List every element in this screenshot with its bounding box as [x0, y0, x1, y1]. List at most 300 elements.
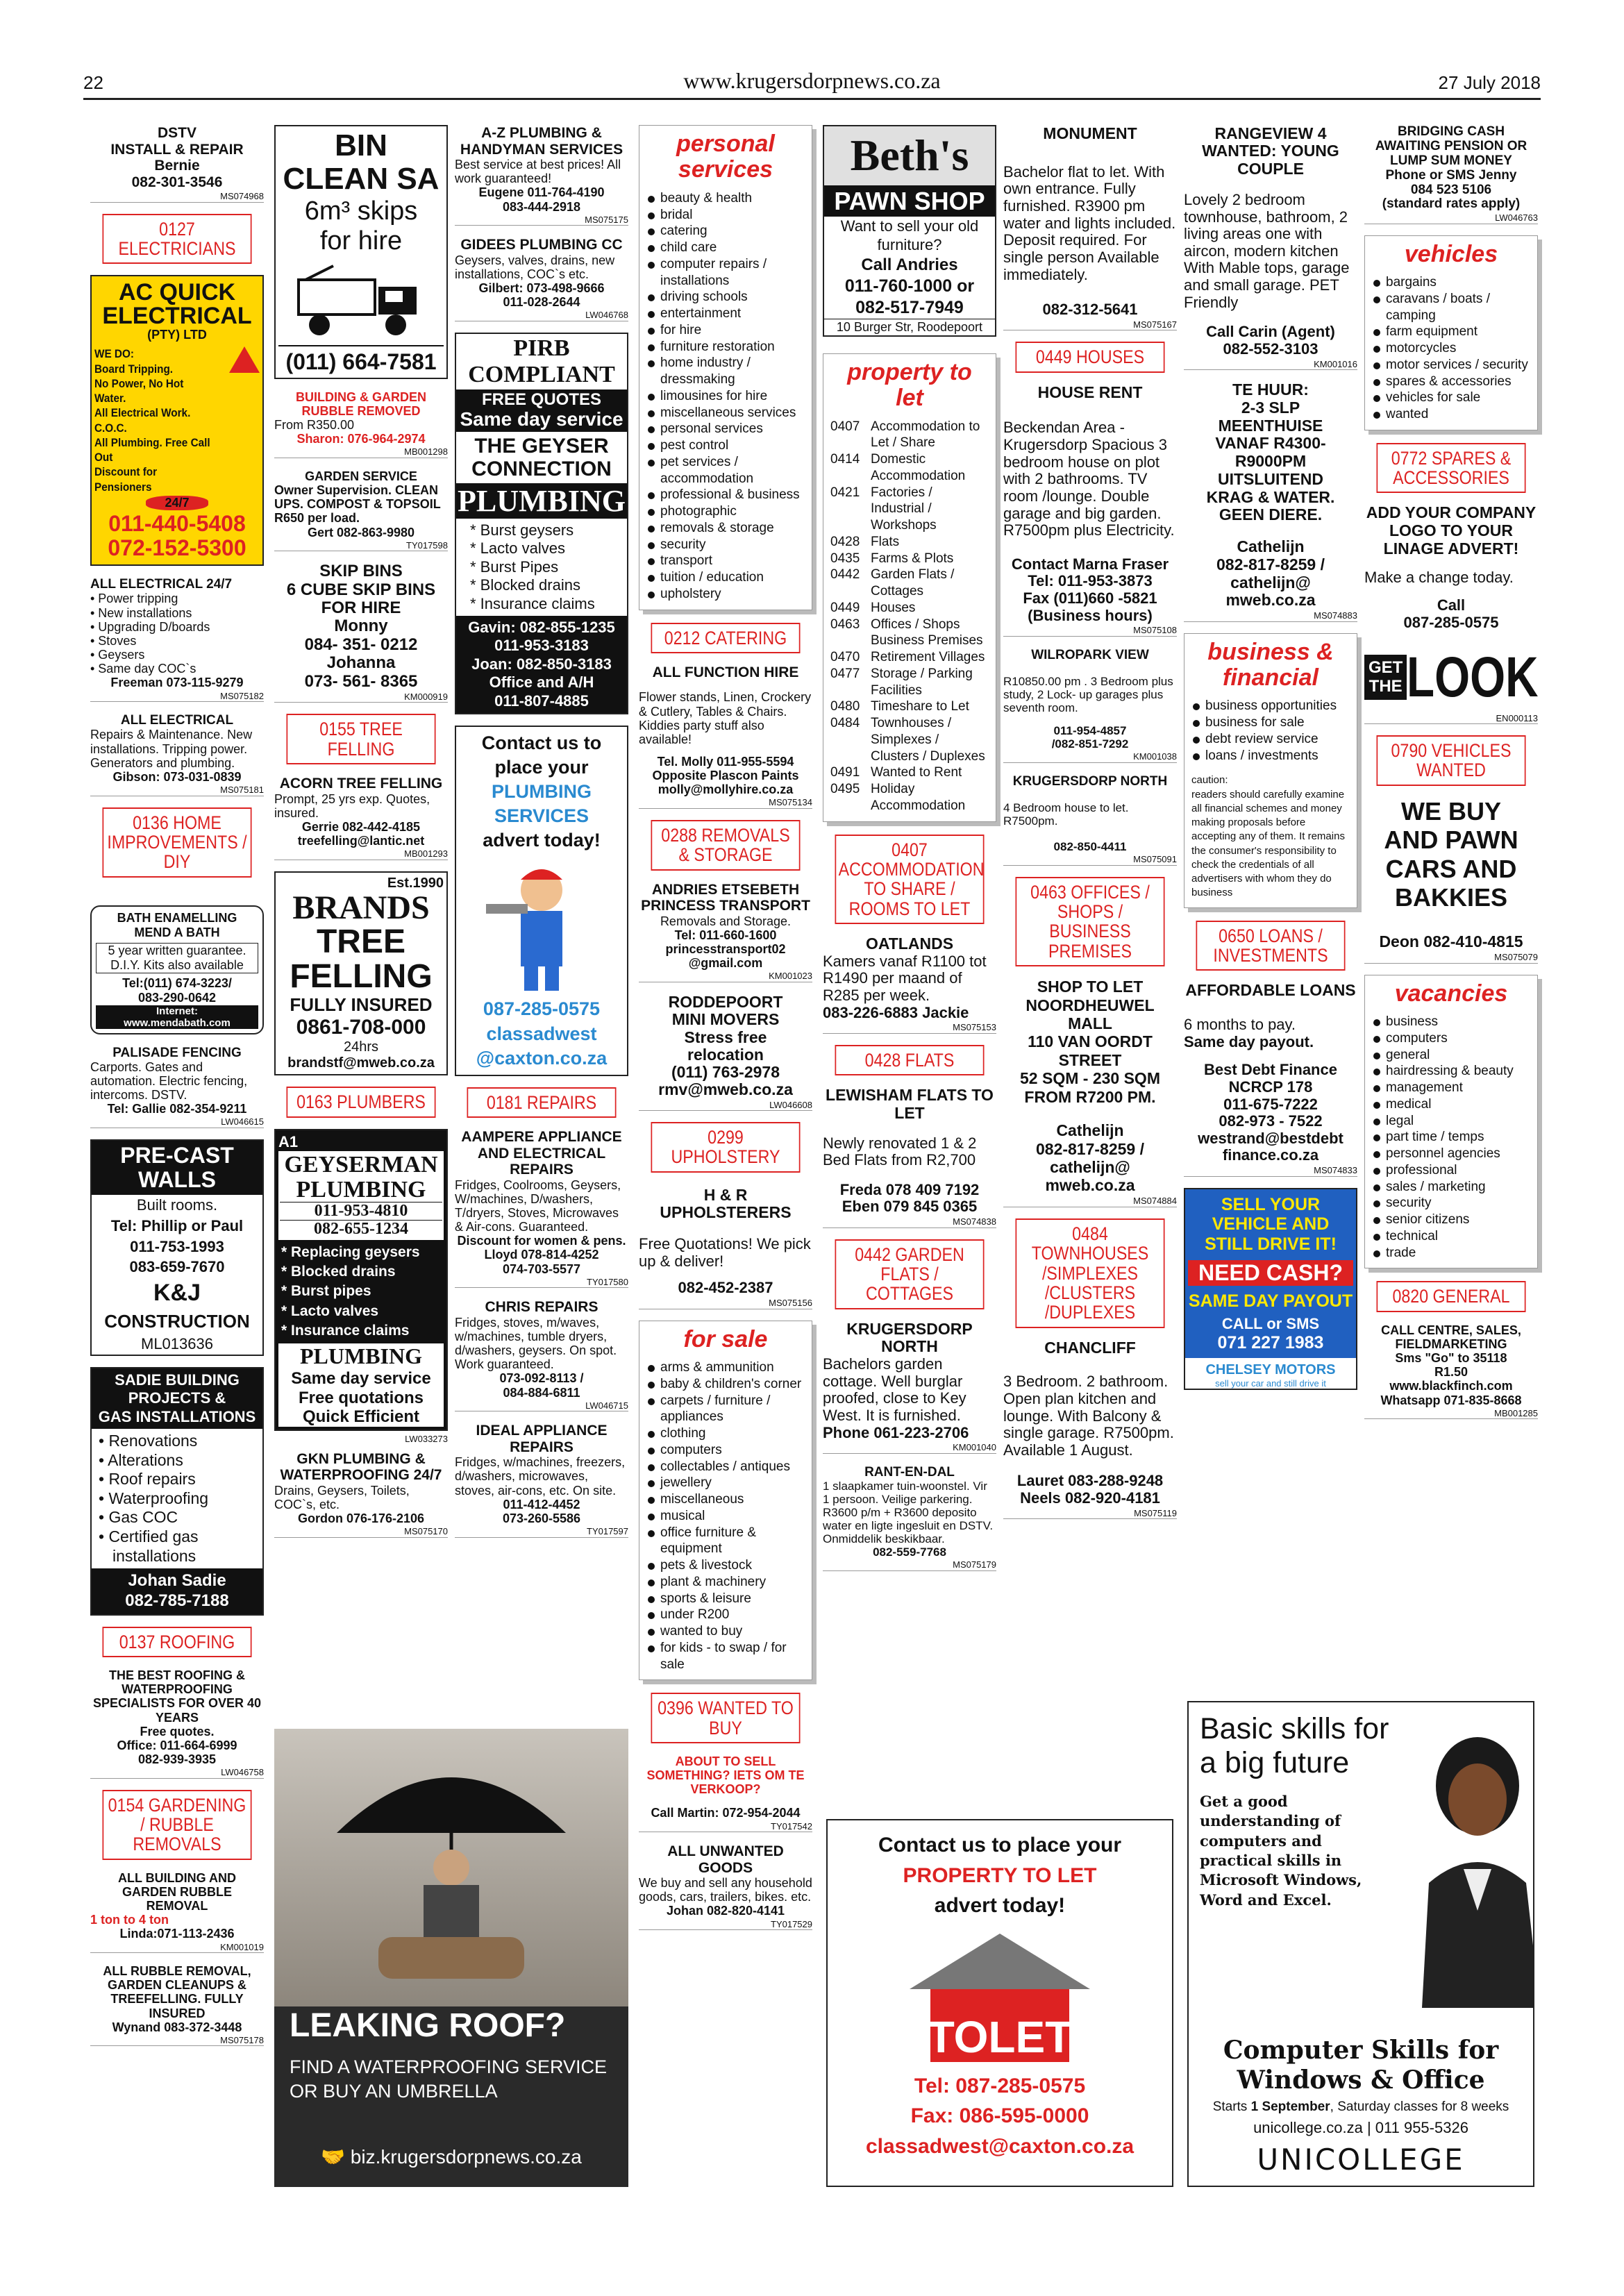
category-heading: 0154 GARDENING / RUBBLE REMOVALS [103, 1790, 252, 1860]
ad-title: CHANCLIFF [1044, 1338, 1136, 1357]
ad-line: • Power tripping [90, 592, 178, 606]
index-item [830, 451, 989, 485]
ad-code: KM001016 [1184, 360, 1357, 371]
ad-badge: 24/7 [146, 496, 208, 510]
index-item [830, 764, 989, 781]
ad-line: advert today! [483, 830, 601, 851]
ad-phone: Office: 011-664-6999 [117, 1738, 237, 1752]
ad-code: MS075134 [639, 798, 812, 809]
ad-line: • Renovations [99, 1431, 198, 1450]
ad-phone: (011) 763-2978 [671, 1063, 780, 1082]
ad-code: MS075108 [1003, 626, 1177, 637]
index-item: personnel agencies [1372, 1146, 1530, 1162]
ad-body: Bachelor flat to let. With own entrance. Fully furnished. R3900 pm water and lights included. Deposit required. For single person Available immediately. [1003, 162, 1176, 283]
ad-leaking-roof [274, 1729, 628, 2187]
ad-rant-en-dal [823, 1465, 996, 1571]
index-item: business opportunities [1191, 698, 1350, 714]
beths-logo: Beth's [824, 126, 995, 185]
ad-title: 6 CUBE SKIP BINS [286, 580, 436, 599]
ad-line: 2-3 SLP [1241, 398, 1300, 417]
ad-phone: 083-444-2918 [502, 199, 581, 214]
ad-pirb [455, 333, 628, 714]
ad-title: BATH ENAMELLING [117, 910, 237, 925]
ad-wilropark [1003, 648, 1177, 763]
ad-phone: 084 523 5106 [1410, 182, 1492, 197]
category-heading: 0137 ROOFING [103, 1627, 252, 1657]
ad-bin-clean [274, 125, 448, 379]
ad-phone: 082-939-3935 [137, 1752, 217, 1766]
index-item: miscellaneous [646, 1491, 805, 1508]
index-code: 0480 [830, 699, 860, 714]
get-the-look-logo: LOOK [1407, 645, 1539, 709]
index-item: vehicles for sale [1372, 389, 1530, 406]
ad-title: ABOUT TO SELL SOMETHING? IETS OM TE VERKOOP? [646, 1754, 805, 1797]
ad-title: Windows & Office [1237, 2065, 1485, 2095]
ad-rubble-removal [90, 1964, 264, 2046]
ad-lewisham [823, 1087, 996, 1228]
ad-title: GAS INSTALLATIONS [98, 1407, 256, 1425]
index-item: baby & children's corner [646, 1376, 805, 1393]
index-item: pets & livestock [646, 1557, 805, 1574]
ad-phone: 084- 351- 0212 [304, 635, 418, 654]
index-personal-services [639, 125, 812, 610]
ad-title: PAWN SHOP [824, 185, 995, 217]
ad-line: 1 September [1250, 2100, 1330, 2115]
ad-phone: 083-290-0642 [137, 990, 217, 1005]
index-item: clothing [646, 1425, 805, 1442]
ad-email[interactable]: mweb.co.za [1225, 591, 1316, 610]
category-heading: 0136 HOME IMPROVEMENTS / DIY [103, 807, 252, 878]
ad-line: , Saturday classes for 8 weeks [1330, 2100, 1509, 2115]
index-item: pet services / accommodation [646, 454, 805, 487]
index-item: bargains [1372, 274, 1530, 291]
ad-line: • Gas COC [99, 1508, 178, 1527]
ad-line: Office and A/H [489, 673, 594, 692]
ad-phone: Tel: 011-660-1600 [674, 928, 777, 942]
ad-code: KM001040 [823, 1443, 996, 1454]
ad-shop-to-let [1003, 978, 1177, 1207]
index-code: 0495 [830, 782, 860, 797]
ad-title: KRUGERSDORP NORTH [1012, 773, 1168, 789]
index-item: pest control [646, 437, 805, 454]
ad-h-r-upholsterers [639, 1187, 812, 1309]
index-item: part time / temps [1372, 1129, 1530, 1146]
category-heading: 0449 HOUSES [1016, 342, 1165, 372]
ad-line: R9000PM [1234, 452, 1307, 471]
ad-title: ALL UNWANTED GOODS [667, 1843, 784, 1876]
index-label: Holiday Accommodation [871, 782, 966, 813]
ad-title: PLUMBING [458, 484, 626, 519]
index-heading: vacancies [1394, 980, 1508, 1007]
index-item: office furniture & equipment [646, 1525, 805, 1558]
ad-line: Want to sell your old [840, 217, 979, 235]
ad-code: MB001298 [274, 447, 448, 458]
ad-line: * Insurance claims [470, 594, 595, 612]
index-code: 0407 [830, 419, 860, 434]
ad-line: 1 ton to 4 ton [90, 1913, 169, 1927]
column-6 [1003, 125, 1177, 1530]
index-item: tuition / education [646, 569, 805, 586]
ad-line: D.I.Y. Kits also available [110, 957, 244, 972]
ad-code: MS075170 [274, 1527, 448, 1538]
ad-line: Discount for Pensioners [94, 465, 158, 494]
ad-phone: Phone 061-223-2706 [823, 1423, 969, 1441]
index-heading: property to let [847, 358, 972, 412]
ad-brand: CONSTRUCTION [104, 1311, 250, 1332]
category-heading: 0463 OFFICES / SHOPS / BUSINESS PREMISES [1016, 877, 1165, 966]
ad-bridging-cash [1364, 125, 1538, 224]
ad-line: Contact us to place your [878, 1834, 1122, 1857]
index-item: limousines for hire [646, 388, 805, 405]
ad-call-centre [1364, 1323, 1538, 1419]
banner-url[interactable]: biz.krugersdorpnews.co.za [350, 2146, 582, 2168]
ad-title: RANT-EN-DAL [864, 1464, 955, 1480]
ad-line: 6 months to pay. [1184, 1016, 1296, 1034]
ad-email[interactable]: rmv@mweb.co.za [658, 1080, 793, 1099]
ad-line: A1 [278, 1132, 299, 1150]
index-heading: for sale [683, 1325, 768, 1352]
ad-link[interactable]: www.mendabath.com [124, 1016, 231, 1029]
ad-rangeview [1184, 125, 1357, 370]
index-item: furniture restoration [646, 339, 805, 355]
ad-phone: 071 227 1983 [1217, 1332, 1324, 1352]
banner-line: FIND A WATERPROOFING SERVICE [290, 2056, 608, 2077]
index-item [830, 698, 989, 715]
category-heading: 0650 LOANS / INVESTMENTS [1196, 921, 1346, 971]
column-7 [1184, 125, 1357, 1401]
ad-phone: Fax (011)660 -5821 [1023, 589, 1157, 607]
ad-krugersdorp-north-cottage [823, 1321, 996, 1454]
ad-line: FROM R7200 PM. [1024, 1087, 1156, 1106]
ad-title: AWAITING PENSION OR [1375, 138, 1527, 153]
ad-line: Same day service [291, 1369, 431, 1389]
index-item: professional & business [646, 487, 805, 503]
ad-title: COUPLE [1237, 159, 1304, 178]
ad-code: TY017580 [455, 1277, 628, 1289]
ad-title: SELL YOUR [1221, 1194, 1321, 1214]
index-label: Domestic Accommodation [871, 452, 966, 483]
ad-link[interactable]: www.blackfinch.com [1389, 1379, 1513, 1393]
ad-phone: 011-953-4810 [280, 1202, 442, 1220]
ad-phone: 011-028-2644 [503, 295, 580, 310]
ad-line: R1.50 [1434, 1365, 1468, 1380]
ad-contact-plumbing [455, 726, 628, 1076]
index-code: 0442 [830, 567, 860, 583]
ad-code: LW046758 [90, 1768, 264, 1779]
index-list [646, 190, 805, 603]
ad-line: NCRCP 178 [1228, 1078, 1313, 1096]
ad-email[interactable]: classadwest@caxton.co.za [865, 2134, 1135, 2158]
category-heading: 0820 GENERAL [1377, 1281, 1526, 1312]
ad-line: Board Tripping. [94, 362, 174, 376]
ad-email[interactable]: mweb.co.za [1045, 1176, 1135, 1195]
ad-phone: Gordon 076-176-2106 [297, 1511, 425, 1526]
ad-code: MS075175 [455, 215, 628, 226]
ad-line: PLUMBING [492, 781, 592, 803]
index-code: 0463 [830, 617, 860, 632]
ad-phone: Johan 082-820-4141 [666, 1904, 785, 1918]
ad-title: MONUMENT [1043, 124, 1137, 142]
ad-phone: 082-312-5641 [1042, 301, 1138, 319]
ad-body: R10850.00 pm . 3 Bedroom plus study, 2 Lock- up garages plus seventh room. [1003, 675, 1173, 715]
ad-sadie [90, 1367, 264, 1616]
ad-code: KM001019 [90, 1943, 264, 1954]
ad-title: ALL ELECTRICAL [120, 713, 234, 728]
ad-line: * Replacing geysers [281, 1243, 420, 1260]
ad-title: MEND A BATH [134, 925, 220, 939]
index-item: sales / marketing [1372, 1179, 1530, 1196]
ad-title: LUMP SUM MONEY [1390, 153, 1512, 168]
ad-email[interactable]: @caxton.co.za [476, 1047, 608, 1069]
ad-a-z-plumbing [455, 125, 628, 226]
index-code: 0435 [830, 551, 860, 566]
category-heading: 0181 REPAIRS [467, 1087, 617, 1118]
ad-title: PRE-CAST [120, 1142, 234, 1168]
ad-line: Free quotations [298, 1388, 424, 1407]
index-item: caravans / boats / camping [1372, 291, 1530, 324]
ad-affordable-loans [1184, 982, 1357, 1176]
ad-phone: 082-850-4411 [1053, 840, 1127, 854]
ad-garden-rubble [274, 390, 448, 458]
ad-title: Computer Skills for [1223, 2036, 1499, 2065]
ad-aampere [455, 1129, 628, 1288]
ad-line: Call Andries [861, 255, 958, 274]
index-item: computer repairs / installations [646, 256, 805, 290]
index-item: under R200 [646, 1607, 805, 1623]
ad-code: MS074884 [1003, 1196, 1177, 1207]
ad-phone: Neels 082-920-4181 [1020, 1489, 1160, 1507]
ad-title: LEWISHAM FLATS TO LET [826, 1086, 994, 1122]
index-item: home industry / dressmaking [646, 355, 805, 388]
ad-line: * Blocked drains [470, 576, 580, 594]
ad-body: Fridges, w/machines, freezers, d/washers, microwaves, stoves, air-cons, etc. On site. [455, 1455, 626, 1498]
ad-line: 6m³ skips [304, 196, 418, 226]
ad-name: Bernie [154, 158, 200, 174]
ad-line: Discount for women & pens. [457, 1234, 626, 1248]
ad-phone: Tel: 087-285-0575 [914, 2074, 1086, 2097]
index-item: collectables / antiques [646, 1459, 805, 1475]
ad-phone: 082-301-3546 [131, 174, 223, 190]
index-item: sports & leisure [646, 1591, 805, 1607]
ad-line: MEENTHUISE [1218, 416, 1323, 435]
index-label: Houses [871, 600, 916, 615]
ad-phone: 073-092-8113 / [499, 1371, 584, 1386]
ad-line: KRAG & WATER. [1206, 487, 1335, 506]
index-vacancies [1364, 975, 1538, 1269]
index-item: wanted [1372, 406, 1530, 423]
index-item: catering [646, 223, 805, 240]
ad-title: WANTED: YOUNG [1202, 142, 1339, 160]
ad-phone: Freeman 073-115-9279 [110, 676, 244, 690]
to-let-sign: TO [927, 2012, 989, 2062]
ad-code: KM001038 [1003, 752, 1177, 763]
ad-title: INSTALL & REPAIR [110, 141, 244, 158]
ad-title: ALL BUILDING AND GARDEN RUBBLE REMOVAL [118, 1870, 236, 1913]
ad-title: SHOP TO LET [1037, 978, 1144, 996]
ad-code: MS075167 [1003, 320, 1177, 331]
ad-title: Basic skills for [1200, 1712, 1389, 1745]
ad-code: LW046715 [455, 1401, 628, 1412]
index-item [830, 600, 989, 617]
ad-title: WE BUY [1401, 796, 1501, 826]
ad-title: STILL DRIVE IT! [1205, 1234, 1337, 1255]
ad-phone: Call Martin: 072-954-2044 [651, 1806, 801, 1820]
index-item: computers [1372, 1030, 1530, 1047]
ad-gkn [274, 1451, 448, 1538]
index-item: plant & machinery [646, 1574, 805, 1591]
ad-line: Call [1437, 596, 1466, 614]
ad-phone: 082-452-2387 [678, 1279, 773, 1297]
ad-line: furniture? [877, 236, 942, 254]
category-heading: 0155 TREE FELLING [287, 714, 436, 764]
index-list [1372, 274, 1530, 423]
column-8 [1364, 125, 1538, 1430]
ad-body: Beckendan Area - Krugersdorp Spacious 3 bedroom house on plot with 2 bathrooms. TV room /lounge. Double garage and big garden. R7500pm plus Electricity. [1003, 419, 1175, 539]
ad-email[interactable]: molly@mollyhire.co.za [658, 782, 794, 797]
ad-title: CONNECTION [471, 458, 612, 481]
ad-email[interactable]: cathelijn@ [1050, 1158, 1130, 1176]
site-url[interactable]: www.krugersdorpnews.co.za [683, 68, 941, 93]
index-item: motorcycles [1372, 340, 1530, 357]
index-label: Townhouses / Simplexes / Clusters / Duplexes [871, 716, 985, 764]
ad-title: THE BEST ROOFING & WATERPROOFING SPECIALISTS FOR OVER 40 YEARS [92, 1668, 262, 1725]
index-for-sale [639, 1321, 812, 1681]
index-label: Retirement Villages [871, 650, 985, 665]
index-item: senior citizens [1372, 1212, 1530, 1228]
ad-phone: 082-655-1234 [280, 1220, 442, 1238]
index-item: miscellaneous services [646, 405, 805, 421]
ad-body: Carports. Gates and automation. Electric fencing, intercoms. DSTV. [90, 1059, 248, 1103]
index-item [830, 419, 989, 452]
ad-title: SKIP BINS [319, 562, 403, 581]
index-item: personal services [646, 421, 805, 437]
ad-title: MALL [1068, 1014, 1112, 1032]
category-heading: 0396 WANTED TO BUY [651, 1693, 801, 1743]
ad-email[interactable]: cathelijn@ [1230, 573, 1311, 592]
index-list [1372, 1014, 1530, 1261]
index-item: jewellery [646, 1475, 805, 1491]
ad-line: * Burst pipes [281, 1283, 371, 1300]
ad-line: • Same day COC`s [90, 662, 196, 676]
ad-email[interactable]: @gmail.com [688, 956, 763, 971]
ad-phone: Freda 078 409 7192 [839, 1180, 980, 1198]
get-the-look-logo: GET [1368, 658, 1403, 678]
ad-line: (standard rates apply) [1382, 196, 1521, 212]
ad-name: Best Debt Finance [1204, 1061, 1337, 1079]
index-item: management [1372, 1080, 1530, 1096]
ad-unicollege [1187, 1701, 1534, 2187]
ad-phone: 082-973 - 7522 [1219, 1112, 1323, 1130]
ad-brand: K&J [153, 1280, 201, 1307]
index-item: wanted to buy [646, 1623, 805, 1640]
ad-link[interactable]: unicollege.co.za | 011 955-5326 [1253, 2119, 1468, 2137]
index-item: for kids - to swap / for sale [646, 1640, 805, 1673]
ad-phone: Tel:(011) 674-3223/ [122, 975, 232, 990]
ad-title: PALISADE FENCING [112, 1045, 242, 1060]
index-business-financial [1184, 633, 1357, 908]
ad-code: KM001023 [639, 971, 812, 982]
ad-name: Cathelijn [1056, 1121, 1124, 1140]
index-item: professional [1372, 1162, 1530, 1179]
ad-body: Fridges, Coolrooms, Geysers, W/machines, D/washers, T/dryers, Stoves, Microwaves & Air-cons. Guaranteed. [455, 1178, 621, 1234]
index-code: 0421 [830, 485, 860, 500]
ad-title: GARDEN SERVICE [305, 469, 417, 483]
umbrella-man-icon [274, 1729, 628, 2006]
ad-line: FULLY INSURED [290, 994, 433, 1016]
column-1 [90, 125, 264, 2057]
index-item: technical [1372, 1228, 1530, 1245]
ad-phone: Tel: Gallie 082-354-9211 [107, 1102, 247, 1116]
index-label: Accommodation to Let / Share [871, 419, 980, 451]
ad-phone: 082-817-8259 / [1216, 555, 1325, 573]
ad-name: Contact Marna Fraser [1011, 555, 1169, 573]
ad-title: TREE [316, 923, 405, 960]
ad-phone: Eben 079 845 0365 [842, 1198, 978, 1216]
ad-title: SADIE BUILDING [115, 1371, 240, 1389]
ad-email[interactable]: princesstransport02 [665, 942, 786, 957]
ad-phone: 073-260-5586 [502, 1511, 581, 1525]
ad-email[interactable]: classadwest [486, 1023, 597, 1044]
ad-phone: 084-884-6811 [503, 1385, 580, 1400]
ad-title: CALL CENTRE, SALES, FIELDMARKETING [1381, 1323, 1521, 1351]
category-heading: 0790 VEHICLES WANTED [1377, 735, 1526, 786]
ad-title: RODDEPOORT [668, 992, 783, 1011]
ad-line: installations [112, 1546, 196, 1565]
ad-email[interactable]: westrand@bestdebt [1198, 1129, 1343, 1147]
index-item: driving schools [646, 289, 805, 305]
index-property-to-let [823, 353, 996, 822]
ad-title: OATLANDS [865, 934, 954, 953]
ad-line: 52 SQM - 230 SQM [1020, 1069, 1160, 1088]
ad-phone: 082-559-7768 [873, 1545, 946, 1559]
ad-title: A-Z PLUMBING & HANDYMAN SERVICES [460, 125, 623, 158]
ad-line: (Business hours) [1028, 606, 1153, 624]
index-item: for hire [646, 322, 805, 339]
ad-title: PLUMBING [296, 1176, 426, 1203]
ad-andries [639, 882, 812, 982]
ad-title: ELECTRICAL [102, 303, 252, 330]
ad-email[interactable]: finance.co.za [1222, 1146, 1319, 1164]
index-item: security [646, 537, 805, 553]
ad-title: a big future [1200, 1746, 1350, 1780]
ad-line: • Geysers [90, 648, 145, 662]
ad-code: MS074968 [90, 192, 264, 203]
ad-code: TY017598 [274, 541, 448, 552]
ad-line: • Alterations [99, 1450, 183, 1469]
column-3 [455, 125, 628, 1549]
ad-phone: Deon 082-410-4815 [1379, 932, 1523, 951]
ad-body: 1 slaapkamer tuin-woonstel. Vir 1 persoon. Veilige parkering. R3600 p/m + R3600 deposito water en ligte ingesluit en DSTV. Onmiddelik beskikbaar. [823, 1480, 994, 1546]
ad-line: Sms "Go" to 35118 [1395, 1351, 1507, 1366]
ad-email[interactable]: treefelling@lantic.net [297, 833, 425, 848]
ad-code: LW046608 [639, 1100, 812, 1111]
ad-body: Get a good understanding of computers and practical skills in Microsoft Windows, Word and Excel. [1200, 1792, 1362, 1909]
ad-line: All Electrical Work. C.O.C. [94, 406, 191, 435]
ad-email[interactable]: brandstf@mweb.co.za [287, 1055, 435, 1071]
index-item: photographic [646, 503, 805, 520]
ad-name: Johan Sadie [128, 1571, 226, 1591]
ad-code: TY017597 [455, 1527, 628, 1538]
ad-code: MS074833 [1184, 1166, 1357, 1177]
index-item: musical [646, 1508, 805, 1525]
ad-ideal-appliance [455, 1423, 628, 1537]
index-item: general [1372, 1047, 1530, 1064]
index-label: Offices / Shops Business Premises [871, 617, 983, 648]
ad-title: IDEAL APPLIANCE REPAIRS [476, 1423, 608, 1455]
category-heading: 0127 ELECTRICIANS [103, 214, 252, 265]
page-number: 22 [83, 72, 103, 93]
ad-code: KM000919 [274, 692, 448, 703]
